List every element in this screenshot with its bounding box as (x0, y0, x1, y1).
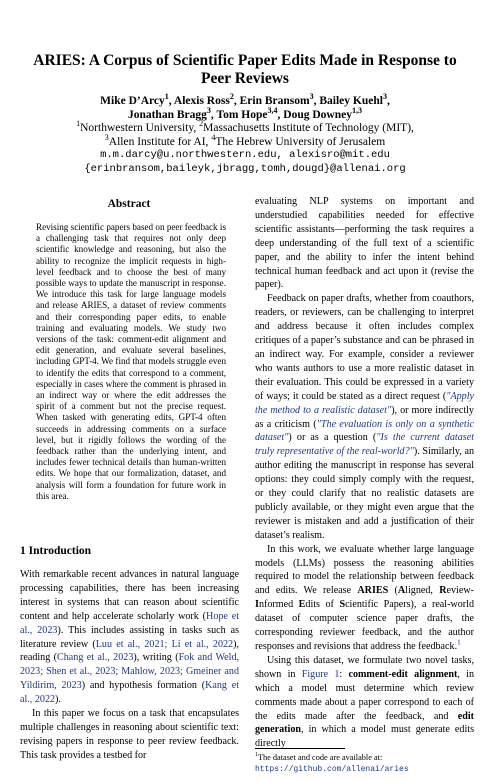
author-names-line-2: Jonathan Bragg$^3$, Tom Hope$^{3,4}$, Doug Downey$^{1,3}$ (127, 105, 363, 121)
right-column (255, 195, 474, 751)
citation-link[interactable]: Kang et al., 2022 (20, 680, 239, 706)
footnote-marker[interactable]: 1 (457, 638, 461, 647)
email-line-1: m.m.darcy@u.northwestern.edu, alexisro@mit.edu (100, 149, 390, 162)
citation-link[interactable]: Luu et al., 2021; Li et al., 2022 (95, 638, 234, 650)
affiliation-line-2: $^3$Allen Institute for AI, $^4$The Hebrew University of Jerusalem (104, 132, 386, 148)
author-block (20, 92, 470, 177)
abstract-heading: Abstract (107, 198, 151, 210)
right-paragraph-3: In this work, we evaluate whether large language models (LLMs) possess the reasoning abilities required to model the relationship between feedback and edits. We release ARIES (Aligned, Review-Informed Edits of Scientific Papers), a real-world dataset of computer science paper drafts, the corresponding reviewer feedback, and the author responses and revisions that address the feedback.$^1$ (255, 543, 475, 652)
intro-paragraph-1: With remarkable recent advances in natural language processing capabilities, there has been increasing interest in systems that can reason about scientific content and help accelerate scholarly work (Hope et al., 2023). This includes assisting in tasks such as literature review (Luu et al., 2021; Li et al., 2022), reading (Chang et al., 2023), writing (Fok and Weld, 2023; Shen et al., 2023; Mahlow, 2023; Gmeiner and Yildirim, 2023) and hypothesis formation (Kang et al., 2022). (20, 569, 240, 706)
citation-link[interactable]: Chang et al., 2023 (57, 652, 134, 664)
dataset-url-link[interactable]: https://github.com/allenai/aries (255, 764, 409, 774)
footnote: $^1$The dataset and code are available at: https://github.com/allenai/aries (255, 752, 409, 774)
author-names-line-1: Mike D’Arcy$^1$, Alexis Ross$^2$, Erin Bransom$^3$, Bailey Kuehl$^3$, (100, 92, 390, 107)
right-paragraph-2: Feedback on paper drafts, whether from coauthors, readers, or reviewers, can be challenging to interpret and address because it often includes complex critiques of a paper’s substance and can be phrased in an indirect way. For example, consider a reviewer who wants authors to use a more realistic dataset in their evaluation. This could be expressed in a variety of ways; it could be stated as a direct request ("Apply the method to a realistic dataset"), or more indirectly as a criticism ("The evaluation is only on a synthetic dataset") or as a question ("Is the current dataset truly representative of the real-world?"). Similarly, an author editing the manuscript in response has several options: they could simply comply with the request, or they could clarify that no realistic datasets are publicly available, or they might even argue that the reviewer is mistaken and add a justification of their dataset’s realism. (255, 293, 474, 541)
citation-link[interactable]: Fok and Weld, 2023; Shen et al., 2023; Mahlow, 2023; Gmeiner and Yildirim, 2023 (20, 652, 240, 692)
intro-paragraph-2: In this paper we focus on a task that encapsulates multiple challenges in reasoning about scientific text: revising papers in response to peer review feedback. This task provides a testbed for (20, 708, 239, 761)
introduction-column (20, 568, 239, 763)
right-paragraph-1: evaluating NLP systems on important and understudied capabilities needed for effective scientific assistants—performing the task requires a deep understanding of the full text of a scientific paper, and the ability to infer the intent behind technical human feedback and act upon it (revise the paper). (255, 196, 474, 291)
abstract-text: Revising scientific papers based on peer feedback is a challenging task that requires not only deep scientific knowledge and reasoning, but also the ability to recognize the implicit requests in high-level feedback and to choose the best of many possible ways to update the manuscript in response. We introduce this task for large language models and release ARIES, a dataset of review comments and their corresponding paper edits, to enable training and evaluating models. We study two versions of the task: comment-edit alignment and edit generation, and evaluate several baselines, including GPT-4. We find that models struggle even to identify the edits that correspond to a comment, especially in cases where the comment is phrased in an indirect way or where the edit addresses the spirit of a comment but not the precise request. When tasked with generating edits, GPT-4 often succeeds in addressing comments on a surface level, but it rigidly follows the wording of the feedback rather than the underlying intent, and includes fewer technical details than human-written edits. We hope that our formalization, dataset, and analysis will form a foundation for future work in this area. (36, 222, 226, 501)
example-quote: "The evaluation is only on a synthetic dataset" (255, 418, 474, 444)
paper-title: ARIES: A Corpus of Scientific Paper Edits Made in Response to Peer Reviews (33, 52, 457, 87)
section-heading-introduction: 1 Introduction (20, 545, 92, 557)
example-quote: "Apply the method to a realistic dataset" (255, 390, 474, 416)
example-quote: "Is the current dataset truly representative of the real-world?" (255, 432, 474, 458)
email-line-2: {erinbransom,baileyk,jbragg,tomh,dougd}@allenai.org (84, 162, 406, 175)
affiliation-line-1: $^1$Northwestern University, $^2$Massachusetts Institute of Technology (MIT), (76, 119, 414, 135)
footnote-divider (255, 748, 345, 749)
right-paragraph-4: Using this dataset, we formulate two novel tasks, shown in Figure 1: comment-edit alignment, in which a model must determine which review comments made about a paper correspond to each of the edits made after the feedback, and edit generation, in which a model must generate edits directly (255, 654, 475, 750)
citation-link[interactable]: Hope et al., 2023 (20, 610, 239, 636)
figure-reference-link[interactable]: Figure 1 (301, 668, 340, 680)
